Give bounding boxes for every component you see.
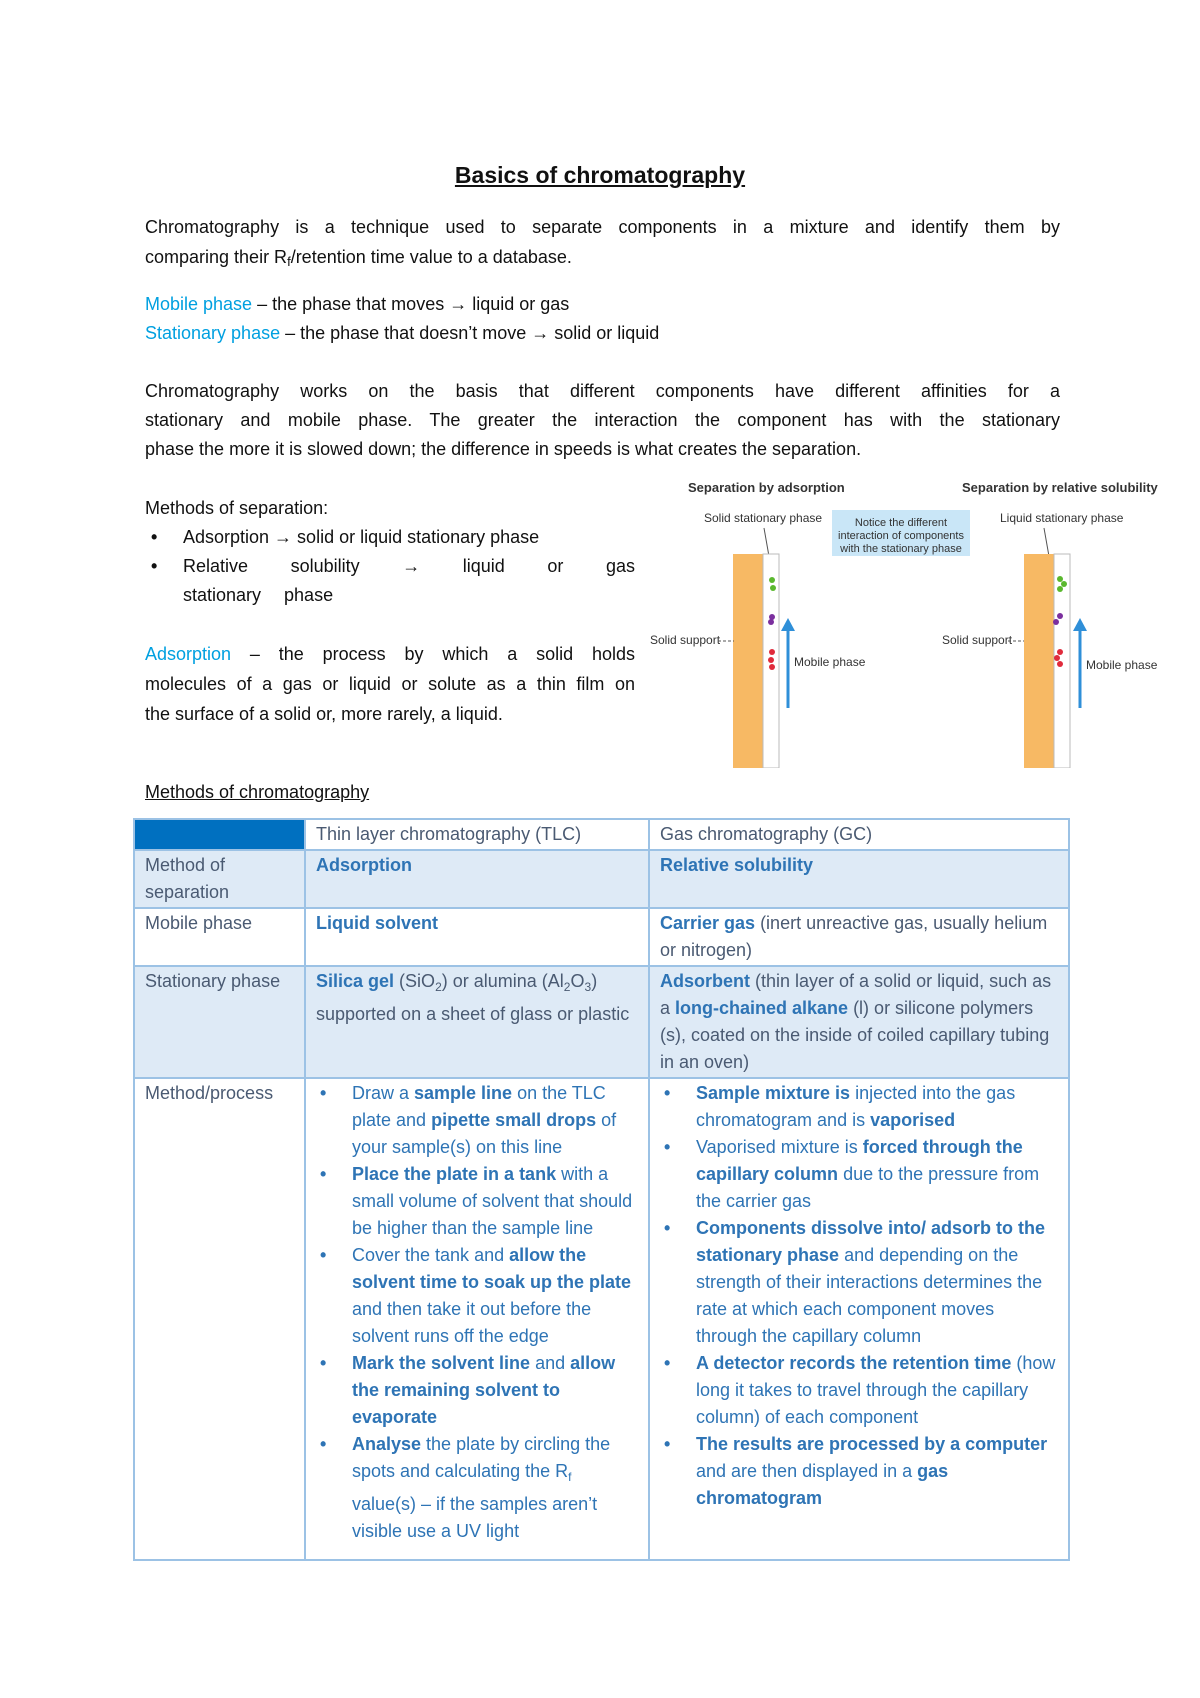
gc-mobile-term: Carrier gas bbox=[660, 913, 756, 933]
list-item bbox=[316, 1080, 638, 1161]
header-blank-cell bbox=[134, 819, 305, 850]
intro-line-2 bbox=[145, 243, 572, 276]
list-item bbox=[316, 1350, 638, 1431]
red-spot bbox=[769, 664, 775, 670]
method-relative-solubility: Relative solubility → liquid or gas stationary phase bbox=[183, 556, 635, 605]
methods-heading: Methods of separation: bbox=[145, 498, 329, 518]
stationary-phase-text: – the phase that doesn’t move → solid or liquid bbox=[280, 323, 660, 343]
separation-diagram bbox=[648, 476, 1168, 768]
stationary-phase-term: Stationary phase bbox=[145, 323, 281, 343]
gc-stat-text: (thin layer of a solid or liquid, such as a bbox=[660, 971, 1052, 1018]
list-item bbox=[145, 552, 635, 610]
list-item bbox=[660, 1215, 1058, 1350]
table-row bbox=[134, 966, 1069, 1078]
red-spot bbox=[1057, 661, 1063, 667]
row-label-method-separation: Method of separation bbox=[134, 850, 305, 908]
arrow-up-icon bbox=[781, 618, 795, 631]
method-adsorption: Adsorption → solid or liquid stationary phase bbox=[183, 527, 540, 547]
red-spot bbox=[1057, 649, 1063, 655]
green-spot bbox=[1057, 586, 1063, 592]
step-bold: The results are processed by a computer bbox=[696, 1434, 1048, 1454]
table-row bbox=[134, 908, 1069, 966]
arrow-up-icon bbox=[1073, 618, 1087, 631]
tlc-method-process bbox=[305, 1078, 649, 1560]
step-text: and then take it out before the solvent runs off the edge bbox=[352, 1299, 592, 1346]
green-spot bbox=[1057, 576, 1063, 582]
step-text: Vaporised mixture is bbox=[696, 1137, 863, 1157]
step-bold: forced through the capillary column bbox=[696, 1137, 1023, 1184]
table-row bbox=[134, 850, 1069, 908]
intro-line-1: Chromatography is a technique used to separate components in a mixture and identify them by bbox=[145, 217, 1060, 237]
page-title: Basics of chromatography bbox=[454, 162, 746, 188]
bullet-icon: • bbox=[151, 527, 158, 547]
bullet-icon: • bbox=[664, 1083, 671, 1103]
left-diagram-title: Separation by adsorption bbox=[688, 480, 845, 495]
basis-line-1: Chromatography works on the basis that different components have different affinities for a bbox=[145, 381, 1060, 401]
step-text: with a small volume of solvent that should be higher than the sample line bbox=[352, 1164, 633, 1238]
chromatography-table bbox=[133, 818, 1070, 1561]
green-spot bbox=[769, 577, 775, 583]
gc-mobile-text: (inert unreactive gas, usually helium or nitrogen) bbox=[660, 913, 1048, 960]
adsorption-line-1 bbox=[145, 640, 635, 669]
step-bold: Mark the solvent line bbox=[352, 1353, 531, 1373]
list-item bbox=[660, 1134, 1058, 1215]
right-diagram-title: Separation by relative solubility bbox=[962, 480, 1158, 495]
step-text: of your sample(s) on this line bbox=[352, 1110, 617, 1157]
right-solid-support-label: Solid support bbox=[942, 633, 1013, 647]
stationary-phase-definition bbox=[145, 319, 659, 348]
header-gc: Gas chromatography (GC) bbox=[649, 819, 1069, 850]
mobile-phase-text: – the phase that moves → liquid or gas bbox=[252, 294, 570, 314]
bullet-icon: • bbox=[664, 1137, 671, 1157]
list-item bbox=[316, 1161, 638, 1242]
subscript: 3 bbox=[584, 980, 592, 994]
subscript: 2 bbox=[563, 980, 571, 994]
step-bold: Sample mixture is bbox=[696, 1083, 851, 1103]
left-stationary-label: Solid stationary phase bbox=[704, 511, 823, 525]
purple-spot bbox=[768, 619, 774, 625]
step-bold: A detector records the retention time bbox=[696, 1353, 1012, 1373]
list-item bbox=[660, 1431, 1058, 1512]
step-text: on the TLC plate and bbox=[352, 1083, 606, 1130]
step-text: value(s) – if the samples aren’t visible use a UV light bbox=[352, 1494, 598, 1541]
tlc-stat-text: (SiO bbox=[394, 971, 436, 991]
step-bold: Place the plate in a tank bbox=[352, 1164, 557, 1184]
gc-mobile-phase bbox=[649, 908, 1069, 966]
basis-line-3: phase the more it is slowed down; the difference in speeds is what creates the separation. bbox=[145, 439, 862, 459]
adsorption-line-2: molecules of a gas or liquid or solute as a thin film on bbox=[145, 674, 635, 694]
subscript: 2 bbox=[435, 980, 442, 994]
right-stationary-label: Liquid stationary phase bbox=[1000, 511, 1124, 525]
gc-stat-text: (l) or silicone polymers (s), coated on the inside of coiled capillary tubing in an oven) bbox=[660, 998, 1050, 1072]
gc-method-separation: Relative solubility bbox=[649, 850, 1069, 908]
rf-subscript: f bbox=[287, 254, 291, 269]
row-label-stationary-phase: Stationary phase bbox=[134, 966, 305, 1078]
gc-steps-list bbox=[660, 1080, 1058, 1512]
methods-chromatography-heading: Methods of chromatography bbox=[145, 782, 370, 802]
header-tlc: Thin layer chromatography (TLC) bbox=[305, 819, 649, 850]
mobile-phase-term: Mobile phase bbox=[145, 294, 253, 314]
right-solid-support bbox=[1024, 554, 1054, 768]
tlc-stat-text: O bbox=[570, 971, 585, 991]
adsorption-text-1: – the process by which a solid holds bbox=[231, 644, 635, 664]
row-label-mobile-phase: Mobile phase bbox=[134, 908, 305, 966]
rf-subscript: f bbox=[568, 1470, 572, 1484]
bullet-icon: • bbox=[320, 1083, 327, 1103]
bullet-icon: • bbox=[320, 1353, 327, 1373]
right-mobile-label: Mobile phase bbox=[1086, 658, 1158, 672]
adsorption-line-3: the surface of a solid or, more rarely, a liquid. bbox=[145, 704, 503, 724]
step-text: and bbox=[530, 1353, 571, 1373]
red-spot bbox=[1054, 655, 1060, 661]
purple-spot bbox=[1057, 613, 1063, 619]
notice-line-2: interaction of components bbox=[838, 530, 964, 542]
step-bold: allow the solvent time to soak up the plate bbox=[352, 1245, 632, 1292]
step-text: due to the pressure from the carrier gas bbox=[696, 1164, 1040, 1211]
step-text: the plate by circling the spots and calculating the R bbox=[352, 1434, 611, 1481]
gc-stationary-phase bbox=[649, 966, 1069, 1078]
bullet-icon: • bbox=[320, 1164, 327, 1184]
table-row bbox=[134, 1078, 1069, 1560]
tlc-stat-text: ) supported on a sheet of glass or plastic bbox=[316, 971, 630, 1024]
step-text: (how long it takes to travel through the capillary column) of each component bbox=[696, 1353, 1056, 1427]
intro-text-a: comparing their R bbox=[145, 247, 288, 267]
bullet-icon: • bbox=[320, 1434, 327, 1454]
step-text: and are then displayed in a bbox=[696, 1461, 918, 1481]
list-item bbox=[316, 1431, 638, 1545]
green-spot bbox=[770, 585, 776, 591]
bullet-icon: • bbox=[320, 1245, 327, 1265]
list-item bbox=[316, 1242, 638, 1350]
mobile-phase-definition bbox=[145, 290, 569, 319]
bullet-icon: • bbox=[664, 1434, 671, 1454]
adsorption-term: Adsorption bbox=[145, 644, 232, 664]
row-label-method-process: Method/process bbox=[134, 1078, 305, 1560]
step-text: Draw a bbox=[352, 1083, 415, 1103]
gc-stationary-term: Adsorbent bbox=[660, 971, 750, 991]
tlc-stat-text: ) or alumina (Al bbox=[441, 971, 564, 991]
list-item bbox=[660, 1350, 1058, 1431]
methods-list bbox=[145, 523, 635, 610]
step-text: and depending on the strength of their interactions determines the rate at which each component moves through the capillary column bbox=[696, 1245, 1043, 1346]
left-solid-support-label: Solid support bbox=[650, 633, 721, 647]
red-spot bbox=[768, 657, 774, 663]
step-text: Cover the tank and bbox=[352, 1245, 510, 1265]
notice-line-3: with the stationary phase bbox=[840, 543, 962, 555]
step-bold: Components dissolve into/ adsorb to the stationary phase bbox=[696, 1218, 1046, 1265]
tlc-stationary-term: Silica gel bbox=[316, 971, 395, 991]
tlc-stationary-phase bbox=[305, 966, 649, 1078]
step-bold: gas chromatogram bbox=[696, 1461, 949, 1508]
step-bold: Analyse bbox=[352, 1434, 422, 1454]
tlc-steps-list bbox=[316, 1080, 638, 1545]
tlc-method-separation: Adsorption bbox=[305, 850, 649, 908]
list-item bbox=[660, 1080, 1058, 1134]
bullet-icon: • bbox=[664, 1353, 671, 1373]
notice-line-1: Notice the different bbox=[854, 517, 948, 529]
step-bold: sample line bbox=[414, 1083, 513, 1103]
table-header-row bbox=[134, 819, 1069, 850]
tlc-mobile-phase: Liquid solvent bbox=[305, 908, 649, 966]
step-bold: vaporised bbox=[870, 1110, 956, 1130]
basis-line-2: stationary and mobile phase. The greater the interaction the component has with the stationary bbox=[145, 410, 1060, 430]
intro-text-b: /retention time value to a database. bbox=[290, 247, 572, 267]
gc-stat-bold: long-chained alkane bbox=[675, 998, 849, 1018]
purple-spot bbox=[1053, 619, 1059, 625]
step-bold: allow the remaining solvent to evaporate bbox=[352, 1353, 616, 1427]
bullet-icon: • bbox=[151, 556, 158, 576]
bullet-icon: • bbox=[664, 1218, 671, 1238]
purple-spot bbox=[769, 614, 775, 620]
step-text: injected into the gas chromatogram and is bbox=[696, 1083, 1016, 1130]
green-spot bbox=[1061, 581, 1067, 587]
list-item bbox=[145, 523, 635, 552]
gc-method-process bbox=[649, 1078, 1069, 1560]
step-bold: pipette small drops bbox=[431, 1110, 597, 1130]
left-solid-support bbox=[733, 554, 763, 768]
left-mobile-label: Mobile phase bbox=[794, 655, 866, 669]
red-spot bbox=[769, 649, 775, 655]
